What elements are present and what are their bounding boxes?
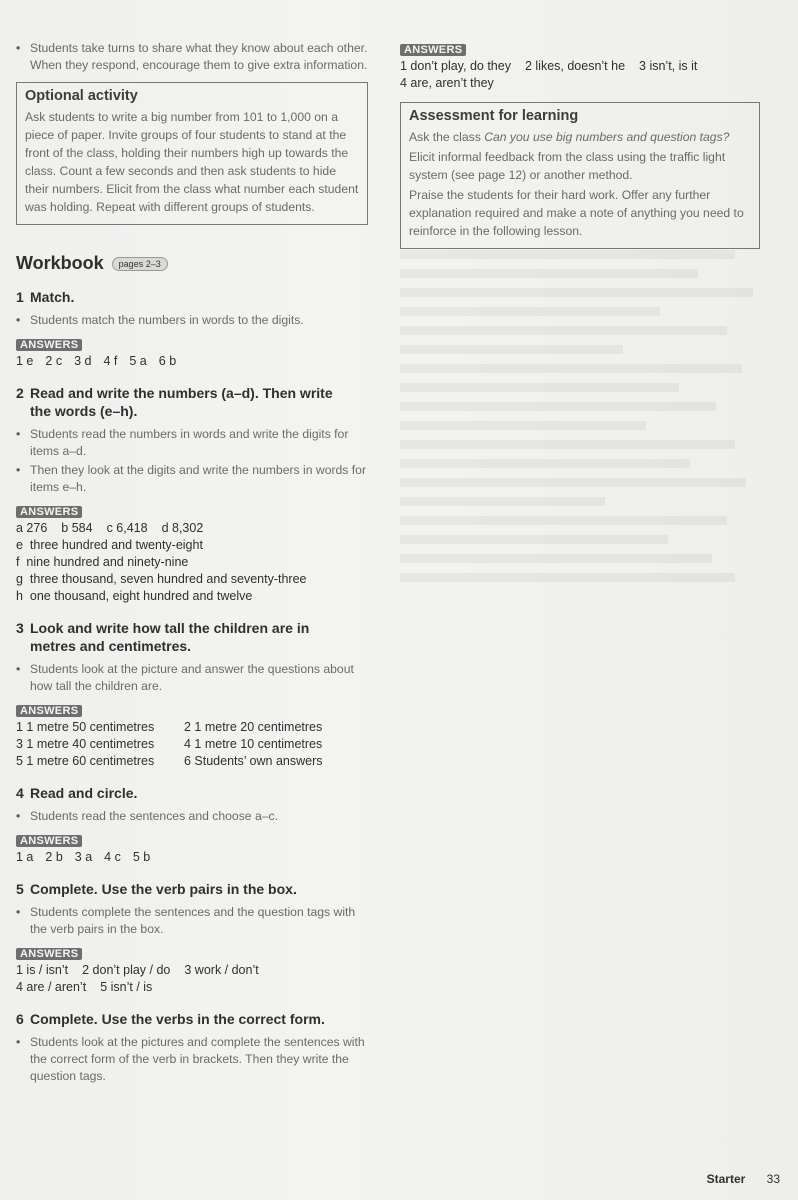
- workbook-heading: [16, 253, 368, 274]
- assessment-question: Ask the class Can you use big numbers and question tags?: [409, 130, 730, 144]
- task-3-answers-row-3: 5 1 metre 60 centimetres 6 Students’ own answers: [16, 754, 323, 768]
- page-footer: [707, 1172, 780, 1186]
- task-3-answers-row-2: 3 1 metre 40 centimetres 4 1 metre 10 centimetres: [16, 737, 323, 751]
- task-3-heading: 3 Look and write how tall the children are in metres and centimetres.: [16, 620, 310, 654]
- left-column: [16, 40, 368, 1087]
- task-6-answers-row-2: 4 are, aren’t they: [400, 76, 494, 90]
- task-1-heading: 1 Match.: [16, 289, 75, 305]
- assessment-title: Assessment for learning: [409, 108, 579, 124]
- task-1-bullet: • Students match the numbers in words to the digits.: [16, 312, 368, 329]
- task-5-answers-row-2: 4 are / aren’t 5 isn’t / is: [16, 980, 153, 994]
- assessment-praise: Praise the students for their hard work. Offer any further explanation required and make a note of anything you need to reinforce in the following lesson.: [409, 188, 744, 238]
- task-2-answer-e: e three hundred and twenty-eight: [16, 538, 203, 552]
- answers-badge: ANSWERS: [16, 705, 82, 717]
- optional-activity-box: [16, 82, 368, 225]
- workbook-title: Workbook: [16, 253, 104, 273]
- answers-badge: ANSWERS: [400, 44, 466, 56]
- task-2-heading: 2 Read and write the numbers (a–d). Then write the words (e–h).: [16, 385, 333, 419]
- task-4-heading: 4 Read and circle.: [16, 785, 138, 801]
- answers-badge: ANSWERS: [16, 835, 82, 847]
- task-6-bullet: • Students look at the pictures and complete the sentences with the correct form of the verb in brackets. Then they write the question tags.: [16, 1034, 368, 1085]
- workbook-pages-badge: pages 2–3: [112, 257, 168, 271]
- task-1-answers: 1 e 2 c 3 d 4 f 5 a 6 b: [16, 354, 177, 368]
- task-3-answers-row-1: 1 1 metre 50 centimetres 2 1 metre 20 centimetres: [16, 720, 323, 734]
- task-5-heading: 5 Complete. Use the verb pairs in the box.: [16, 881, 297, 897]
- right-column: [400, 40, 760, 249]
- footer-section: Starter: [706, 1172, 746, 1186]
- task-2-bullet-2: • Then they look at the digits and write the numbers in words for items e–h.: [16, 462, 368, 496]
- task-5-answers-row-1: 1 is / isn’t 2 don’t play / do 3 work / don’t: [16, 963, 259, 977]
- intro-bullet: • Students take turns to share what they know about each other. When they respond, encourage them to give extra information.: [16, 40, 368, 74]
- task-4-answers: 1 a 2 b 3 a 4 c 5 b: [16, 850, 151, 864]
- task-2-bullet-1: • Students read the numbers in words and write the digits for items a–d.: [16, 426, 368, 460]
- answers-badge: ANSWERS: [16, 339, 82, 351]
- task-2-answer-f: f nine hundred and ninety-nine: [16, 555, 189, 569]
- optional-activity-text: Ask students to write a big number from 101 to 1,000 on a piece of paper. Invite groups of four students to stand at the front of the class, holding their numbers high up towards the class. Count a few seconds and then ask students to hide their numbers. Elicit from the class what number each student was holding. Repeat with different groups of students.: [25, 110, 359, 214]
- bleed-through-background: [400, 250, 772, 1150]
- page-number: 33: [766, 1172, 780, 1186]
- task-6-answers-row-1: 1 don’t play, do they 2 likes, doesn’t he 3 isn’t, is it: [400, 59, 698, 73]
- task-5-bullet: • Students complete the sentences and the question tags with the verb pairs in the box.: [16, 904, 368, 938]
- task-2-answers-row: a 276 b 584 c 6,418 d 8,302: [16, 521, 204, 535]
- optional-activity-title: Optional activity: [25, 88, 138, 104]
- task-3-bullet: • Students look at the picture and answer the questions about how tall the children are.: [16, 661, 368, 695]
- assessment-feedback: Elicit informal feedback from the class using the traffic light system (see page 12) or another method.: [409, 150, 726, 182]
- answers-badge: ANSWERS: [16, 506, 82, 518]
- assessment-box: [400, 102, 760, 249]
- task-4-bullet: • Students read the sentences and choose a–c.: [16, 808, 368, 825]
- answers-badge: ANSWERS: [16, 948, 82, 960]
- task-2-answer-g: g three thousand, seven hundred and seventy-three: [16, 572, 307, 586]
- task-6-heading: 6 Complete. Use the verbs in the correct form.: [16, 1011, 325, 1027]
- task-2-answer-h: h one thousand, eight hundred and twelve: [16, 589, 253, 603]
